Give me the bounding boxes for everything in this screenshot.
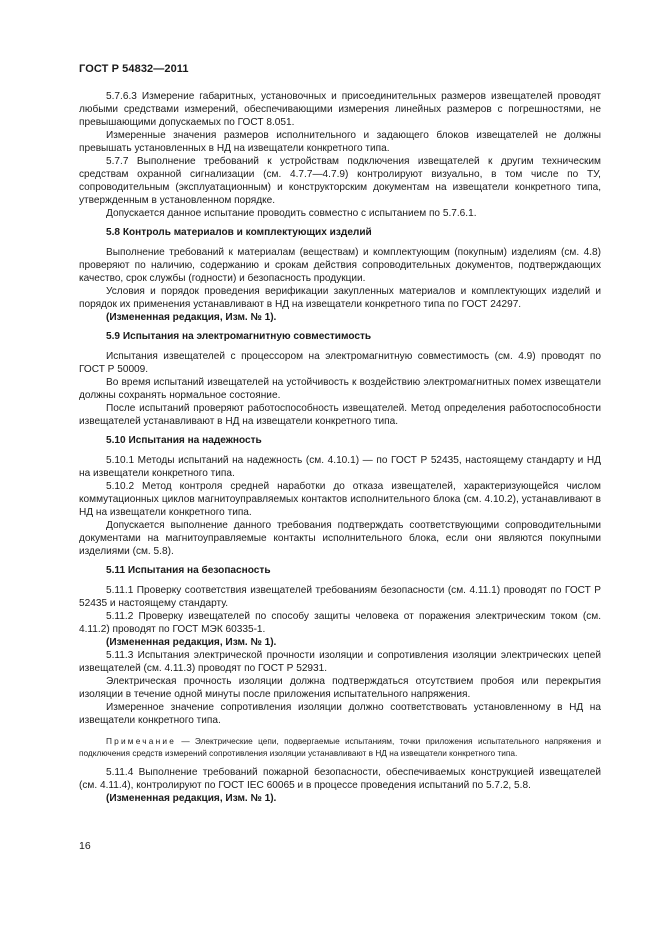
amendment-note: (Измененная редакция, Изм. № 1). bbox=[106, 793, 277, 804]
paragraph: 5.11.4 Выполнение требований пожарной безопасности, обеспечиваемых конструкцией извещателей (см. 4.11.4), контролируют по ГОСТ IEC 60065 и в процессе проведения испытаний по 5.7.2, 5.8. bbox=[79, 767, 601, 791]
note-label: Примечание bbox=[106, 736, 177, 746]
paragraph: Испытания извещателей с процессором на электромагнитную совместимость (см. 4.9) проводят по ГОСТ Р 50009. bbox=[79, 351, 601, 375]
section-heading: 5.11 Испытания на безопасность bbox=[106, 565, 271, 576]
paragraph: 5.11.1 Проверку соответствия извещателей требованиям безопасности (см. 4.11.1) проводят по ГОСТ Р 52435 и настоящему стандарту. bbox=[79, 585, 601, 609]
paragraph: Выполнение требований к материалам (веществам) и комплектующим (покупным) изделиям (см. 4.8) проверяют по наличию, содержанию и срокам действия сопроводительных документов, подтверждающих качество, срок службы (годности) и безопасность продукции. bbox=[79, 247, 601, 284]
paragraph: Во время испытаний извещателей на устойчивость к воздействию электромагнитных помех извещатели должны сохранять нормальное состояние. bbox=[79, 377, 601, 401]
paragraph: Допускается выполнение данного требования подтверждать соответствующими сопроводительными документами на магнитоуправляемые контакты исполнительного блока, если они являются покупными изделиями (см. 5.8). bbox=[79, 520, 601, 557]
note-text: — Электрические цепи, подвергаемые испытаниям, точки приложения испытательного напряжения и подключения средств измерений сопротивления изоляции устанавливают в НД на извещатели конкретного типа. bbox=[79, 736, 601, 758]
paragraph: Измеренное значение сопротивления изоляции должно соответствовать установленному в НД на извещатели конкретного типа. bbox=[79, 702, 601, 726]
section-heading: 5.9 Испытания на электромагнитную совместимость bbox=[106, 331, 372, 342]
paragraph: 5.10.2 Метод контроля средней наработки до отказа извещателей, характеризующейся числом коммутационных циклов магнитоуправляемых контактов исполнительного блока (см. 4.10.2), устанавливают в НД на извещатели конкретного типа. bbox=[79, 481, 601, 518]
paragraph: 5.11.3 Испытания электрической прочности изоляции и сопротивления изоляции электрических цепей извещателей (см. 4.11.3) проводят по ГОСТ Р 52931. bbox=[79, 650, 601, 674]
paragraph: 5.10.1 Методы испытаний на надежность (см. 4.10.1) — по ГОСТ Р 52435, настоящему стандарту и НД на извещатели конкретного типа. bbox=[79, 455, 601, 479]
paragraph: Электрическая прочность изоляции должна подтверждаться отсутствием пробоя или перекрытия изоляции в течение одной минуты после приложения испытательного напряжения. bbox=[79, 676, 601, 700]
paragraph: 5.7.6.3 Измерение габаритных, установочных и присоединительных размеров извещателей проводят любыми средствами измерений, обеспечивающими измерения линейных размеров с погрешностями, не превышающими допускаемых по ГОСТ 8.051. bbox=[79, 91, 601, 128]
document-body bbox=[79, 90, 601, 805]
document-header: ГОСТ Р 54832—2011 bbox=[79, 63, 189, 75]
paragraph: 5.11.2 Проверку извещателей по способу защиты человека от поражения электрическим током (см. 4.11.2) проводят по ГОСТ МЭК 60335-1. bbox=[79, 611, 601, 635]
paragraph: Условия и порядок проведения верификации закупленных материалов и комплектующих изделий и порядок их применения устанавливают в НД на извещатели конкретного типа по ГОСТ 24297. bbox=[79, 286, 601, 310]
paragraph: 5.7.7 Выполнение требований к устройствам подключения извещателей к другим техническим средствам охранной сигнализации (см. 4.7.7—4.7.9) контролируют визуально, в том числе по ТУ, сопроводительным (эксплуатационным) и конструкторским документам на извещатели конкретного типа, утвержденным в установленном порядке. bbox=[79, 156, 601, 206]
section-heading: 5.10 Испытания на надежность bbox=[106, 435, 262, 446]
paragraph: Измеренные значения размеров исполнительного и задающего блоков извещателей не должны превышать установленных в НД на извещатели конкретного типа. bbox=[79, 130, 601, 154]
section-heading: 5.8 Контроль материалов и комплектующих изделий bbox=[106, 227, 372, 238]
note bbox=[79, 736, 601, 759]
paragraph: Допускается данное испытание проводить совместно с испытанием по 5.7.6.1. bbox=[106, 208, 477, 219]
paragraph: После испытаний проверяют работоспособность извещателей. Метод определения работоспособности извещателей устанавливают в НД на извещатели конкретного типа. bbox=[79, 403, 601, 427]
amendment-note: (Измененная редакция, Изм. № 1). bbox=[106, 637, 277, 648]
amendment-note: (Измененная редакция, Изм. № 1). bbox=[106, 312, 277, 323]
page-number: 16 bbox=[79, 840, 91, 852]
